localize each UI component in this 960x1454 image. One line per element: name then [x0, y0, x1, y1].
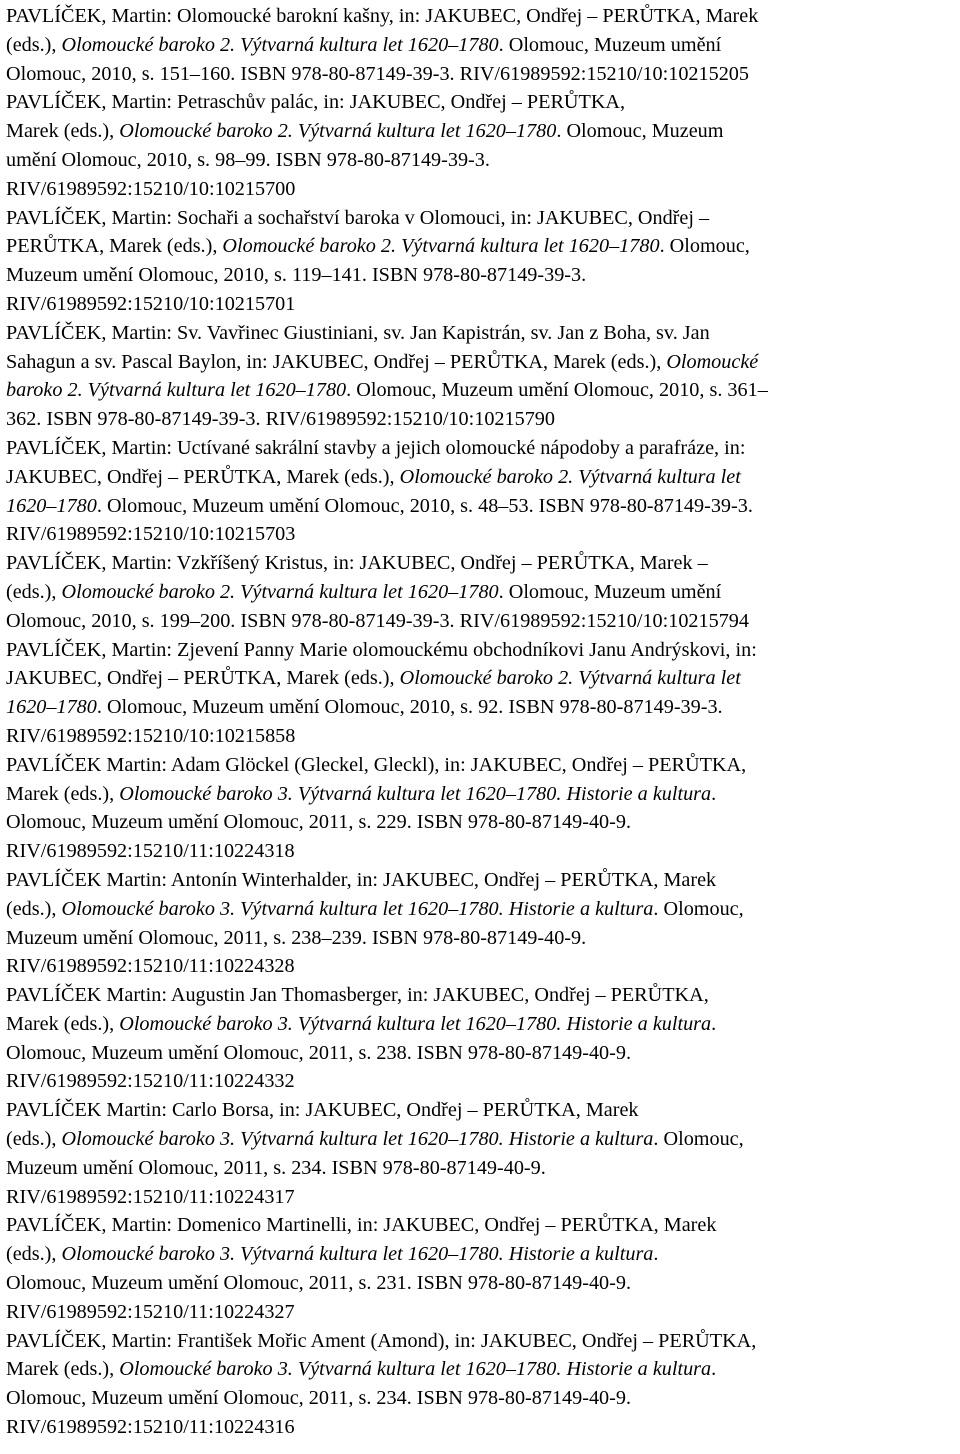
- citation-text: PAVLÍČEK, Martin: Sv. Vavřinec Giustiniani, sv. Jan Kapistrán, sv. Jan z Boha, sv. Jan: [6, 321, 710, 344]
- entry-line: [6, 376, 954, 405]
- citation-text: .: [711, 782, 717, 805]
- citation-text: Sahagun a sv. Pascal Baylon, in: JAKUBEC, Ondřej – PERŮTKA, Marek (eds.),: [6, 350, 667, 373]
- entry-line: [6, 261, 954, 290]
- entry-line: [6, 1125, 954, 1154]
- citation-text: (eds.),: [6, 1128, 62, 1151]
- citation-text: PAVLÍČEK, Martin: Olomoucké barokní kašny, in: JAKUBEC, Ondřej – PERŮTKA, Marek: [6, 5, 759, 27]
- entry-line: [6, 1327, 954, 1356]
- citation-text: Marek (eds.),: [6, 782, 120, 805]
- entry-line: [6, 722, 954, 751]
- citation-text: . Olomouc, Muzeum umění: [498, 33, 722, 56]
- entry-line: [6, 981, 954, 1010]
- entry-line: [6, 117, 954, 146]
- entry-line: [6, 751, 954, 780]
- bibliography-entry: [6, 319, 954, 434]
- entry-line: [6, 232, 954, 261]
- entry-line: [6, 895, 954, 924]
- publication-title: Olomoucké: [666, 350, 759, 373]
- citation-text: PAVLÍČEK, Martin: Vzkříšený Kristus, in: JAKUBEC, Ondřej – PERŮTKA, Marek –: [6, 552, 708, 575]
- citation-text: JAKUBEC, Ondřej – PERŮTKA, Marek (eds.),: [6, 465, 400, 488]
- entry-line: [6, 520, 954, 549]
- citation-text: Olomouc, 2010, s. 151–160. ISBN 978-80-87149-39-3. RIV/61989592:15210/10:10215205: [6, 62, 749, 85]
- entry-line: [6, 88, 954, 117]
- citation-text: umění Olomouc, 2010, s. 98–99. ISBN 978-80-87149-39-3.: [6, 148, 490, 171]
- citation-text: PAVLÍČEK Martin: Antonín Winterhalder, in: JAKUBEC, Ondřej – PERŮTKA, Marek: [6, 868, 717, 891]
- citation-text: .: [653, 1243, 659, 1266]
- citation-text: PERŮTKA, Marek (eds.),: [6, 235, 223, 258]
- citation-text: . Olomouc, Muzeum: [556, 120, 724, 143]
- entry-line: [6, 1269, 954, 1298]
- entry-line: [6, 549, 954, 578]
- citation-text: (eds.),: [6, 1243, 62, 1266]
- citation-text: Muzeum umění Olomouc, 2010, s. 119–141. ISBN 978-80-87149-39-3.: [6, 264, 587, 287]
- bibliography-entry: [6, 1096, 954, 1211]
- entry-line: [6, 1240, 954, 1269]
- publication-title: Olomoucké baroko 3. Výtvarná kultura let 1620–1780. Historie a kultura: [61, 897, 654, 920]
- bibliography-entry: [6, 434, 954, 549]
- citation-text: . Olomouc, Muzeum umění Olomouc, 2010, s. 92. ISBN 978-80-87149-39-3.: [96, 696, 723, 719]
- bibliography-entry: [6, 88, 954, 203]
- entry-line: [6, 2, 954, 31]
- entry-line: [6, 636, 954, 665]
- citation-text: . Olomouc,: [653, 897, 744, 920]
- entry-line: [6, 175, 954, 204]
- publication-title: Olomoucké baroko 3. Výtvarná kultura let 1620–1780. Historie a kultura: [61, 1128, 654, 1151]
- citation-text: (eds.),: [6, 897, 62, 920]
- entry-line: [6, 1154, 954, 1183]
- citation-text: . Olomouc, Muzeum umění Olomouc, 2010, s. 361–: [346, 379, 768, 402]
- citation-text: Olomouc, Muzeum umění Olomouc, 2011, s. 229. ISBN 978-80-87149-40-9.: [6, 811, 632, 834]
- entry-line: [6, 1039, 954, 1068]
- bibliography-entry: [6, 1211, 954, 1326]
- citation-text: . Olomouc,: [653, 1128, 744, 1151]
- entry-line: [6, 1384, 954, 1413]
- entry-line: [6, 319, 954, 348]
- citation-text: Olomouc, Muzeum umění Olomouc, 2011, s. 231. ISBN 978-80-87149-40-9.: [6, 1272, 632, 1295]
- citation-text: Olomouc, Muzeum umění Olomouc, 2011, s. 238. ISBN 978-80-87149-40-9.: [6, 1041, 632, 1064]
- publication-title: Olomoucké baroko 3. Výtvarná kultura let 1620–1780. Historie a kultura: [119, 782, 712, 805]
- publication-title: Olomoucké baroko 2. Výtvarná kultura let 1620–1780: [119, 120, 557, 143]
- bibliography-entry: [6, 866, 954, 981]
- publication-title: 1620–1780: [6, 494, 97, 517]
- citation-text: Marek (eds.),: [6, 1012, 120, 1035]
- entry-line: [6, 463, 954, 492]
- citation-text: (eds.),: [6, 33, 62, 56]
- citation-text: . Olomouc,: [659, 235, 750, 258]
- citation-text: PAVLÍČEK Martin: Adam Glöckel (Gleckel, Gleckl), in: JAKUBEC, Ondřej – PERŮTKA,: [6, 753, 747, 776]
- entry-line: [6, 924, 954, 953]
- publication-title: baroko 2. Výtvarná kultura let 1620–1780: [6, 379, 347, 402]
- citation-text: PAVLÍČEK, Martin: Zjevení Panny Marie olomouckému obchodníkovi Janu Andrýskovi, in:: [6, 638, 757, 661]
- bibliography-entry: [6, 981, 954, 1096]
- entry-line: [6, 780, 954, 809]
- citation-text: RIV/61989592:15210/11:10224328: [6, 955, 295, 978]
- bibliography-list: [6, 2, 954, 1442]
- citation-text: PAVLÍČEK Martin: Carlo Borsa, in: JAKUBEC, Ondřej – PERŮTKA, Marek: [6, 1099, 639, 1122]
- citation-text: Muzeum umění Olomouc, 2011, s. 234. ISBN 978-80-87149-40-9.: [6, 1156, 546, 1179]
- entry-line: [6, 31, 954, 60]
- entry-line: [6, 808, 954, 837]
- entry-line: [6, 60, 954, 89]
- citation-text: JAKUBEC, Ondřej – PERŮTKA, Marek (eds.),: [6, 667, 400, 690]
- entry-line: [6, 952, 954, 981]
- citation-text: PAVLÍČEK Martin: Augustin Jan Thomasberger, in: JAKUBEC, Ondřej – PERŮTKA,: [6, 984, 709, 1007]
- citation-text: RIV/61989592:15210/11:10224317: [6, 1185, 295, 1208]
- publication-title: Olomoucké baroko 2. Výtvarná kultura let 1620–1780: [61, 33, 499, 56]
- entry-line: [6, 405, 954, 434]
- citation-text: Marek (eds.),: [6, 120, 120, 143]
- citation-text: (eds.),: [6, 580, 62, 603]
- citation-text: PAVLÍČEK, Martin: František Mořic Ament (Amond), in: JAKUBEC, Ondřej – PERŮTKA,: [6, 1329, 757, 1352]
- publication-title: 1620–1780: [6, 696, 97, 719]
- citation-text: Olomouc, 2010, s. 199–200. ISBN 978-80-87149-39-3. RIV/61989592:15210/10:10215794: [6, 609, 749, 632]
- bibliography-entry: [6, 549, 954, 635]
- entry-line: [6, 1010, 954, 1039]
- entry-line: [6, 492, 954, 521]
- citation-text: .: [711, 1012, 717, 1035]
- citation-text: RIV/61989592:15210/10:10215858: [6, 724, 296, 747]
- entry-line: [6, 1355, 954, 1384]
- entry-line: [6, 1183, 954, 1212]
- citation-text: RIV/61989592:15210/11:10224332: [6, 1070, 295, 1093]
- entry-line: [6, 348, 954, 377]
- bibliography-entry: [6, 2, 954, 88]
- publication-title: Olomoucké baroko 3. Výtvarná kultura let 1620–1780. Historie a kultura: [119, 1012, 712, 1035]
- entry-line: [6, 1067, 954, 1096]
- citation-text: .: [711, 1358, 717, 1381]
- publication-title: Olomoucké baroko 2. Výtvarná kultura let 1620–1780: [61, 580, 499, 603]
- citation-text: . Olomouc, Muzeum umění Olomouc, 2010, s. 48–53. ISBN 978-80-87149-39-3.: [96, 494, 753, 517]
- entry-line: [6, 1211, 954, 1240]
- entry-line: [6, 837, 954, 866]
- entry-line: [6, 664, 954, 693]
- citation-text: Muzeum umění Olomouc, 2011, s. 238–239. ISBN 978-80-87149-40-9.: [6, 926, 587, 949]
- entry-line: [6, 1298, 954, 1327]
- citation-text: RIV/61989592:15210/11:10224316: [6, 1416, 295, 1439]
- entry-line: [6, 146, 954, 175]
- publication-title: Olomoucké baroko 2. Výtvarná kultura let: [399, 465, 741, 488]
- citation-text: RIV/61989592:15210/11:10224318: [6, 840, 295, 863]
- citation-text: RIV/61989592:15210/10:10215700: [6, 177, 296, 200]
- citation-text: PAVLÍČEK, Martin: Domenico Martinelli, in: JAKUBEC, Ondřej – PERŮTKA, Marek: [6, 1214, 717, 1237]
- entry-line: [6, 1096, 954, 1125]
- publication-title: Olomoucké baroko 3. Výtvarná kultura let 1620–1780. Historie a kultura: [61, 1243, 654, 1266]
- citation-text: RIV/61989592:15210/10:10215701: [6, 292, 296, 315]
- citation-text: PAVLÍČEK, Martin: Uctívané sakrální stavby a jejich olomoucké nápodoby a parafráze, in:: [6, 436, 746, 459]
- bibliography-entry: [6, 751, 954, 866]
- citation-text: PAVLÍČEK, Martin: Sochaři a sochařství baroka v Olomouci, in: JAKUBEC, Ondřej –: [6, 206, 710, 229]
- bibliography-entry: [6, 1327, 954, 1442]
- entry-line: [6, 434, 954, 463]
- entry-line: [6, 578, 954, 607]
- entry-line: [6, 290, 954, 319]
- citation-text: RIV/61989592:15210/11:10224327: [6, 1300, 295, 1323]
- bibliography-entry: [6, 636, 954, 751]
- entry-line: [6, 693, 954, 722]
- publication-title: Olomoucké baroko 2. Výtvarná kultura let: [399, 667, 741, 690]
- publication-title: Olomoucké baroko 2. Výtvarná kultura let 1620–1780: [222, 235, 660, 258]
- citation-text: RIV/61989592:15210/10:10215703: [6, 523, 296, 546]
- citation-text: 362. ISBN 978-80-87149-39-3. RIV/61989592:15210/10:10215790: [6, 408, 555, 431]
- bibliography-entry: [6, 204, 954, 319]
- entry-line: [6, 1413, 954, 1442]
- citation-text: Olomouc, Muzeum umění Olomouc, 2011, s. 234. ISBN 978-80-87149-40-9.: [6, 1387, 632, 1410]
- entry-line: [6, 204, 954, 233]
- citation-text: Marek (eds.),: [6, 1358, 120, 1381]
- citation-text: . Olomouc, Muzeum umění: [498, 580, 722, 603]
- entry-line: [6, 866, 954, 895]
- publication-title: Olomoucké baroko 3. Výtvarná kultura let 1620–1780. Historie a kultura: [119, 1358, 712, 1381]
- entry-line: [6, 607, 954, 636]
- citation-text: PAVLÍČEK, Martin: Petraschův palác, in: JAKUBEC, Ondřej – PERŮTKA,: [6, 91, 626, 114]
